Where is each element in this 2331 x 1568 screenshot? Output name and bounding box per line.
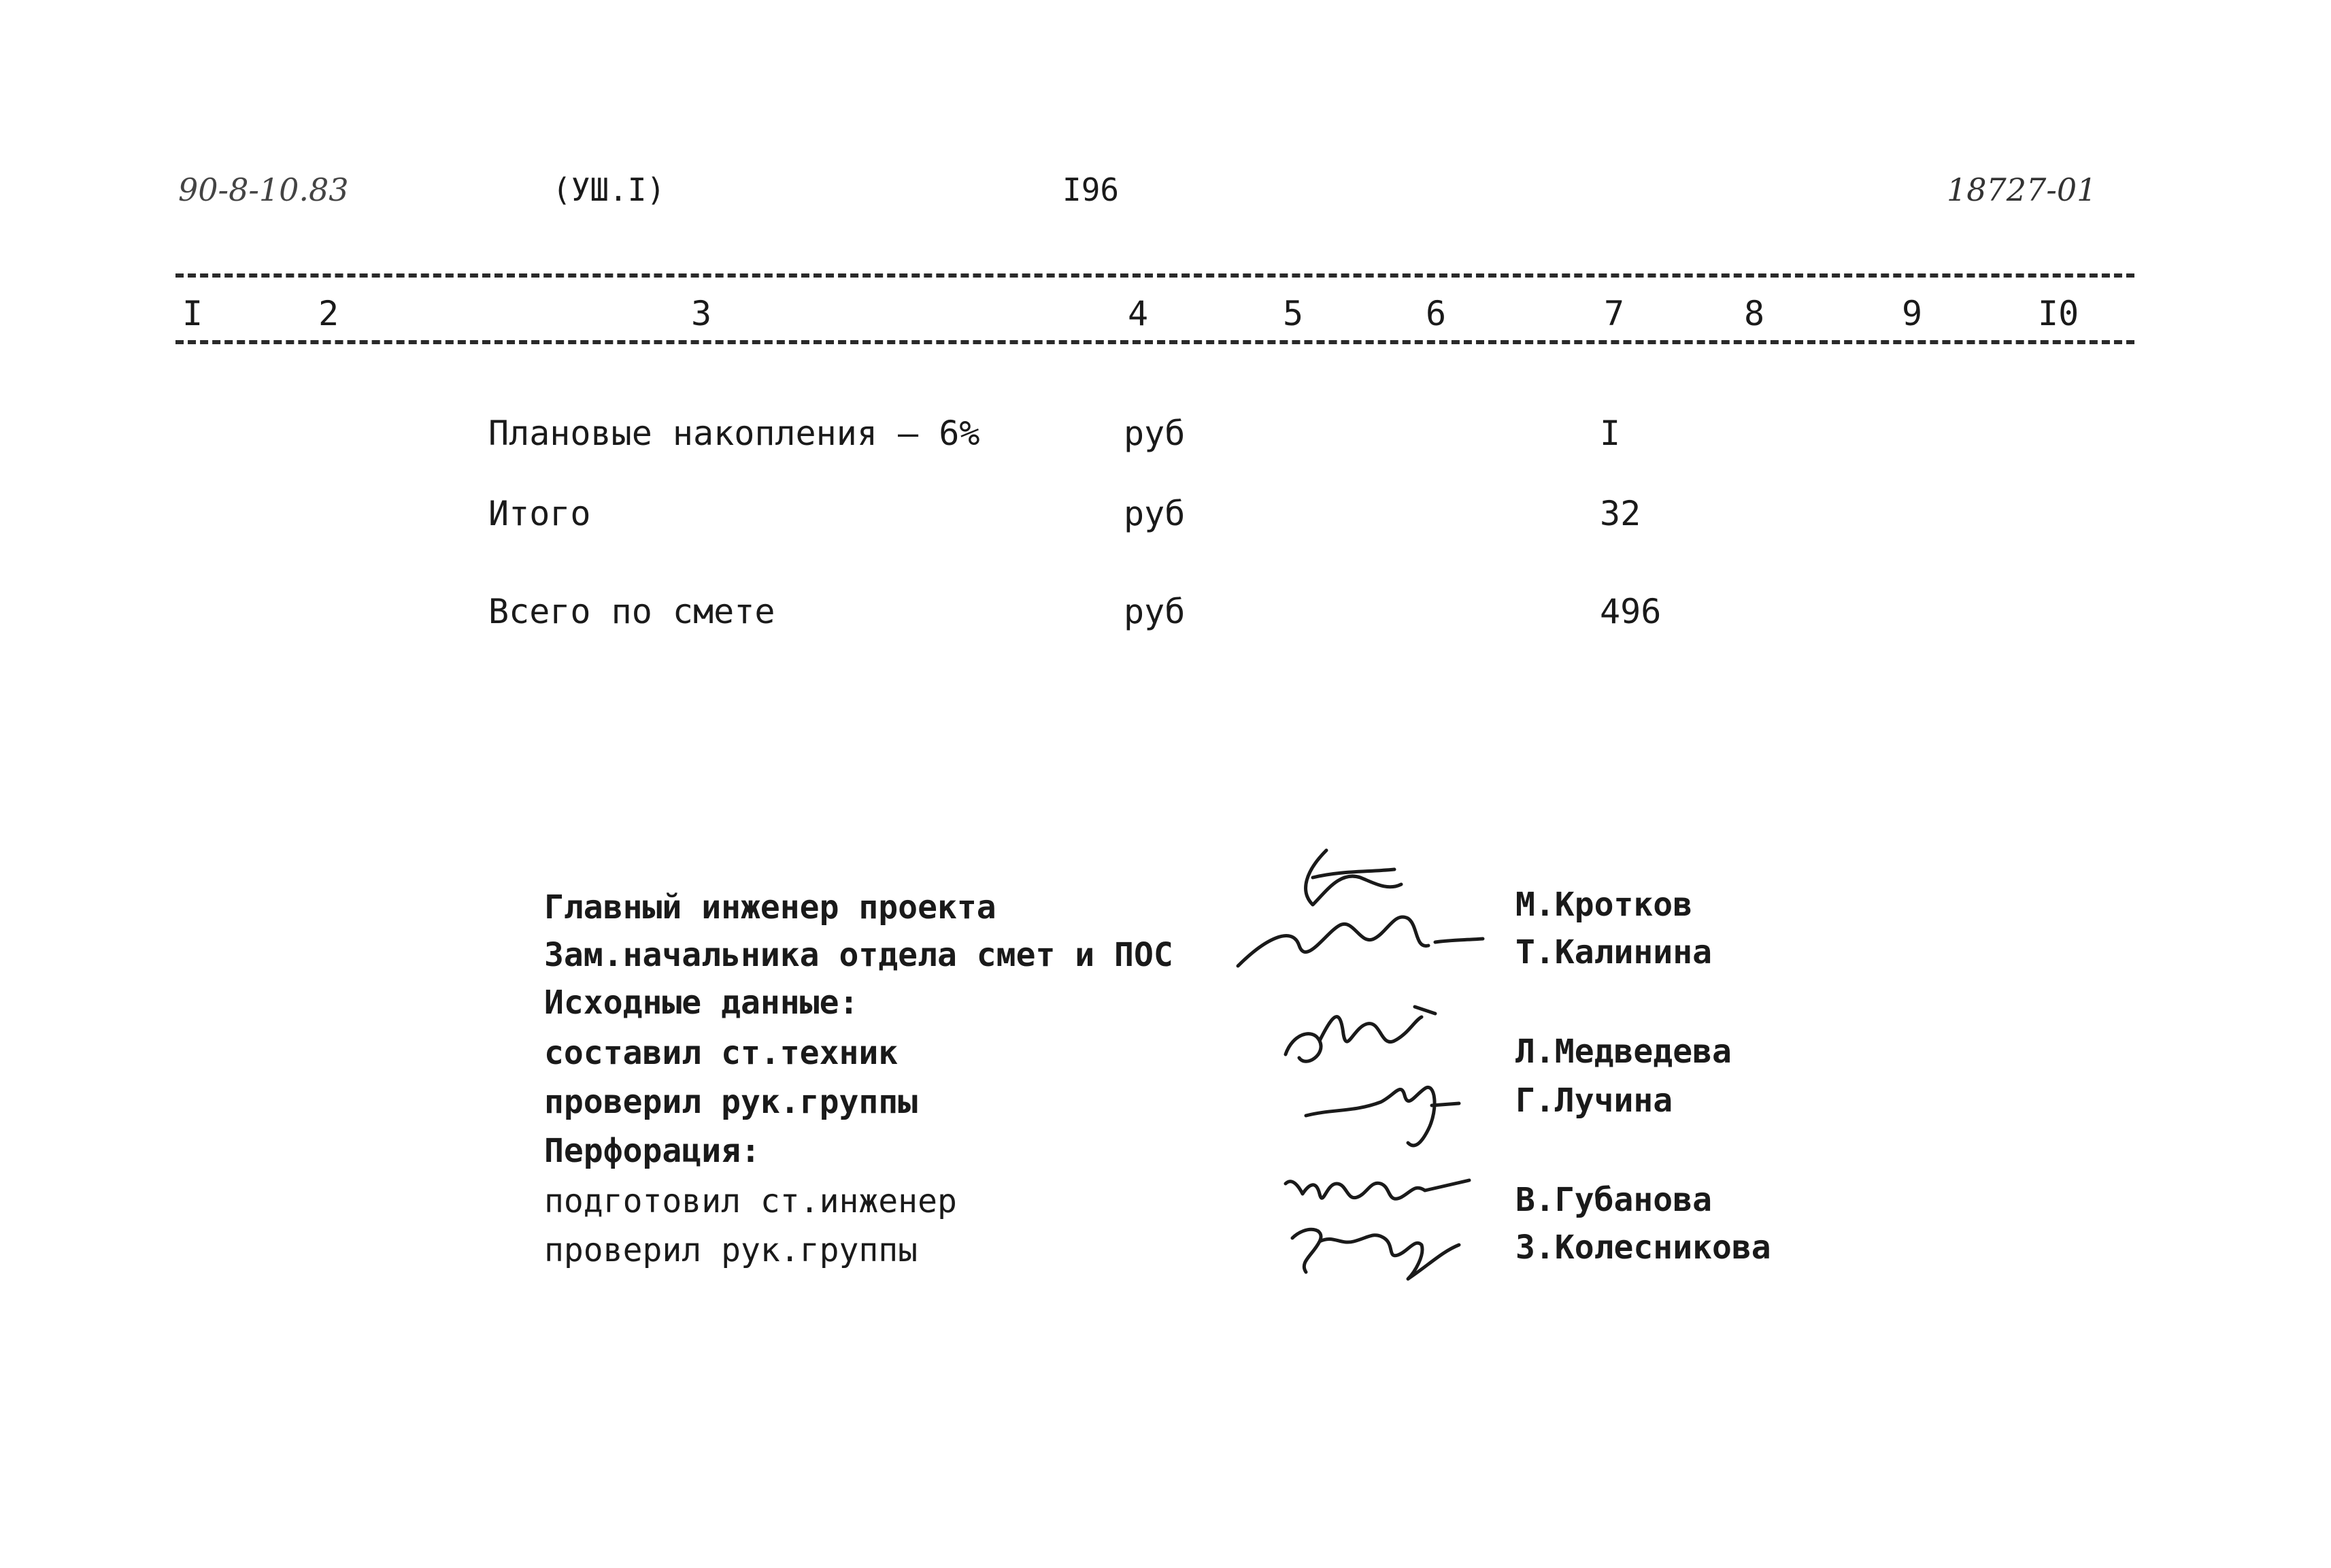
table-row-label: Всего по смете: [488, 592, 775, 631]
table-row-label: Итого: [488, 494, 591, 533]
table-row-value: 32: [1600, 494, 1641, 533]
column-number: I0: [2038, 294, 2079, 333]
column-number: 3: [691, 294, 712, 333]
section-heading-source-data: Исходные данные:: [544, 984, 859, 1022]
signatory-role: проверил рук.группы: [544, 1083, 918, 1121]
column-number: 5: [1283, 294, 1304, 333]
signatory-role: проверил рук.группы: [544, 1231, 918, 1269]
signatory-name: В.Губанова: [1515, 1181, 1712, 1219]
inventory-code: 18727-01: [1947, 171, 2097, 208]
signatory-name: М.Кротков: [1515, 886, 1693, 924]
table-rule-top: [175, 273, 2134, 278]
table-row-unit: руб: [1124, 414, 1186, 453]
table-row-unit: руб: [1124, 592, 1186, 631]
signatory-name: Т.Калинина: [1515, 933, 1712, 971]
signatory-role: Главный инженер проекта: [544, 888, 996, 927]
signatory-role: Зам.начальника отдела смет и ПОС: [544, 936, 1173, 974]
column-number: 6: [1426, 294, 1447, 333]
table-row-value: I: [1600, 414, 1621, 453]
column-number: 4: [1128, 294, 1149, 333]
signatory-name: З.Колесникова: [1515, 1229, 1771, 1267]
page-number: I96: [1062, 171, 1120, 208]
handwritten-signature: [1224, 830, 1524, 980]
signatory-name: Л.Медведева: [1515, 1033, 1732, 1071]
signatory-role: составил ст.техник: [544, 1034, 899, 1072]
table-row-value: 496: [1600, 592, 1662, 631]
column-number: 9: [1902, 294, 1923, 333]
handwritten-signature: [1279, 993, 1483, 1156]
signatory-name: Г.Лучина: [1515, 1082, 1673, 1120]
sheet-reference: (УШ.I): [552, 171, 666, 208]
table-row-label: Плановые накопления – 6%: [488, 414, 980, 453]
column-number: I: [182, 294, 203, 333]
handwritten-signature: [1279, 1170, 1496, 1286]
column-number: 2: [318, 294, 339, 333]
column-number: 7: [1604, 294, 1625, 333]
section-heading-perforation: Перфорация:: [544, 1132, 760, 1170]
signatory-role: подготовил ст.инженер: [544, 1182, 957, 1220]
document-code: 90-8-10.83: [178, 171, 349, 208]
table-row-unit: руб: [1124, 494, 1186, 533]
table-rule-bottom: [175, 340, 2134, 344]
column-number: 8: [1744, 294, 1765, 333]
